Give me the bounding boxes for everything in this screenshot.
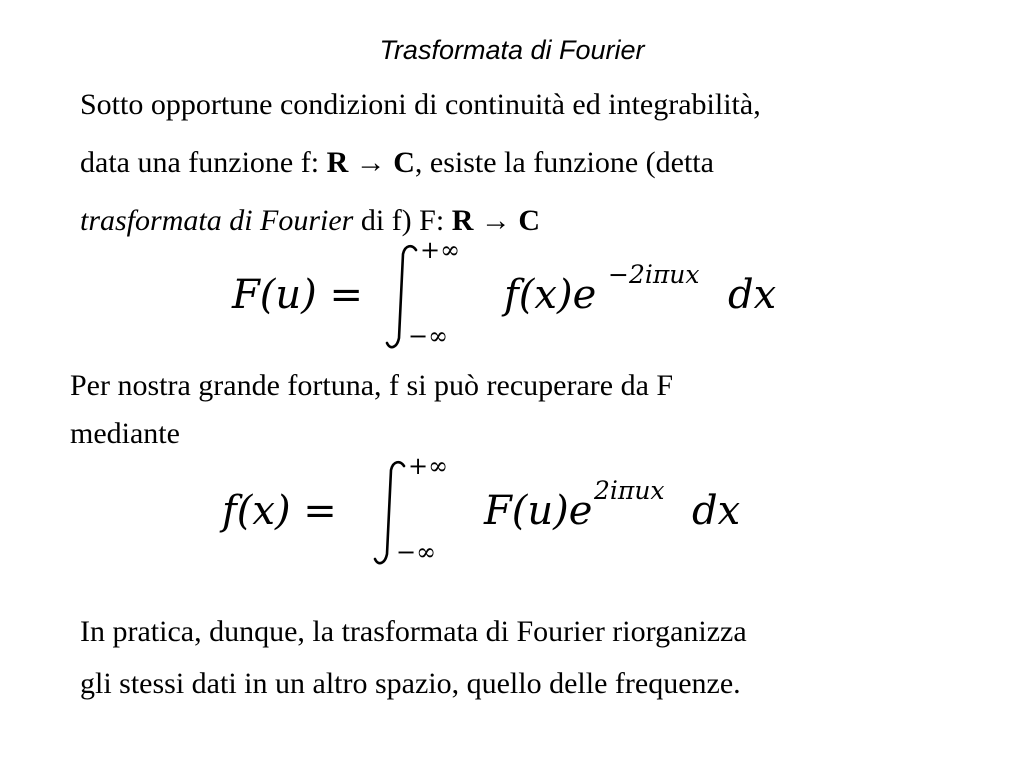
domain-symbol: R <box>326 146 349 179</box>
exponent-2: 2iπux <box>594 476 665 505</box>
slide-title: Trasformata di Fourier <box>379 35 645 65</box>
domain-symbol-2: R <box>451 204 474 237</box>
codomain-symbol: C <box>393 146 415 179</box>
codomain-symbol-2: C <box>518 204 541 237</box>
differential: dx <box>728 272 777 318</box>
integrand: f(x)e <box>504 272 597 318</box>
integrand-2: F(u)e <box>484 488 593 534</box>
equation-lhs: F(u) = <box>232 272 363 318</box>
arrow-icon: → <box>355 146 386 179</box>
intro-line-3-text: di f) F: <box>353 204 452 237</box>
intro-line-2-tail: , esiste la funzione (detta <box>414 146 714 179</box>
lower-limit: −∞ <box>408 322 449 350</box>
inverse-line-1: Per nostra grande fortuna, f si può recuperare da F <box>70 369 674 402</box>
inverse-paragraph <box>70 362 673 458</box>
inverse-fourier-equation <box>222 452 762 572</box>
arrow-icon-2: → <box>480 204 511 237</box>
differential-2: dx <box>692 488 741 534</box>
intro-line-2 <box>80 134 761 192</box>
fourier-transform-term: trasformata di Fourier <box>80 204 354 237</box>
lower-limit-2: −∞ <box>396 538 437 566</box>
fourier-transform-equation <box>232 236 792 356</box>
intro-line-2-text: data una funzione f: <box>80 146 327 179</box>
upper-limit: +∞ <box>420 236 461 264</box>
exponent: −2iπux <box>608 260 700 289</box>
intro-line-1: Sotto opportune condizioni di continuità ed integrabilità, <box>80 88 761 121</box>
intro-paragraph <box>80 76 761 250</box>
conclusion-line-1: In pratica, dunque, la trasformata di Fourier riorganizza <box>80 615 747 648</box>
conclusion-line-2: gli stessi dati in un altro spazio, quello delle frequenze. <box>80 667 741 700</box>
upper-limit-2: +∞ <box>408 452 449 480</box>
equation-lhs-2: f(x) = <box>222 488 337 534</box>
conclusion-paragraph <box>80 606 747 710</box>
inverse-line-2: mediante <box>70 417 180 450</box>
